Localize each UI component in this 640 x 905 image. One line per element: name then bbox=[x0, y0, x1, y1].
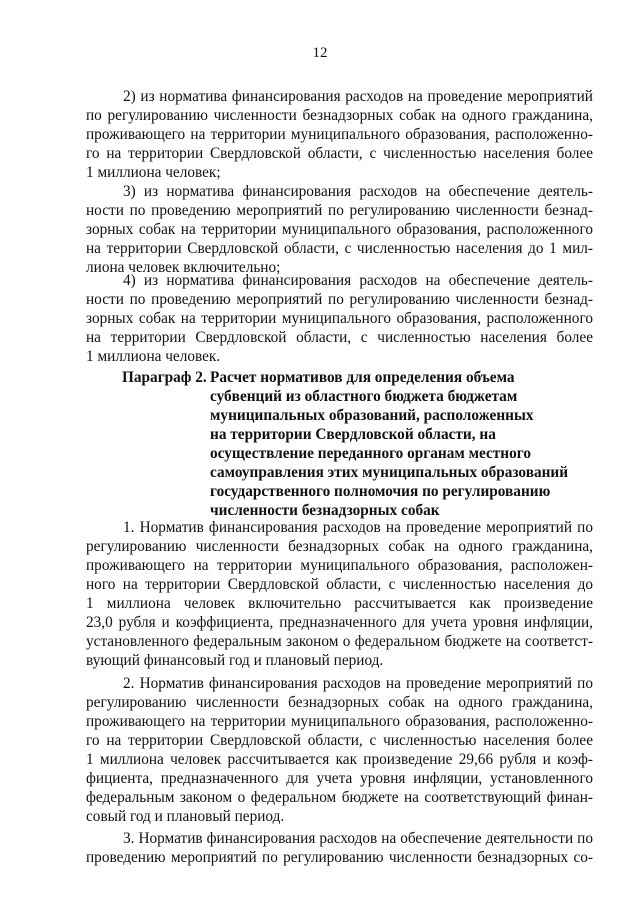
text-line: зорных собак на территории муниципального образования, расположенного bbox=[86, 310, 593, 327]
text-line: 1 миллиона человек; bbox=[86, 164, 221, 181]
text-line: зорных собак на территории муниципального образования, расположенного bbox=[86, 221, 593, 238]
text-line: 2) из норматива финансирования расходов на проведение мероприятий bbox=[123, 88, 593, 105]
text-line: проживающего на территории муниципального образования, расположенно- bbox=[86, 713, 593, 730]
text-line: фициента, предназначенного для учета уровня инфляции, установленного bbox=[86, 770, 593, 787]
text-line: проживающего на территории муниципального образования, расположенно- bbox=[86, 126, 593, 143]
text-line: вующий финансовый год и плановый период. bbox=[86, 652, 384, 669]
section-title-line: на территории Свердловской области, на bbox=[210, 426, 496, 443]
section-title-line: субвенций из областного бюджета бюджетам bbox=[210, 388, 518, 405]
text-line: 23,0 рубля и коэффициента, предназначенного для учета уровня инфляции, bbox=[86, 614, 593, 631]
text-line: 1 миллиона человек. bbox=[86, 348, 221, 365]
text-line: на территории Свердловской области, с численностью населения более bbox=[86, 329, 593, 346]
text-line: 4) из норматива финансирования расходов на обеспечение деятель- bbox=[123, 272, 593, 289]
text-line: 1 миллиона человек включительно рассчитывается как произведение bbox=[86, 595, 593, 612]
text-line: ности по проведению мероприятий по регулированию численности безнад- bbox=[86, 202, 593, 219]
text-line: регулированию численности безнадзорных собак на одного гражданина, bbox=[86, 694, 593, 711]
text-line: федеральным законом о федеральном бюджете на соответствующий финан- bbox=[86, 789, 593, 806]
text-line: 1 миллиона человек рассчитывается как произведение 29,66 рубля и коэф- bbox=[86, 751, 593, 768]
text-line: лиона человек включительно; bbox=[86, 259, 281, 276]
section-title-line: Расчет нормативов для определения объема bbox=[210, 369, 515, 386]
text-line: го на территории Свердловской области, с численностью населения более bbox=[86, 732, 593, 749]
page-number: 12 bbox=[312, 45, 328, 61]
text-line: совый год и плановый период. bbox=[86, 808, 285, 825]
text-line: го на территории Свердловской области, с численностью населения более bbox=[86, 145, 593, 162]
text-line: ного на территории Свердловской области, с численностью населения до bbox=[86, 576, 593, 593]
text-line: установленного федеральным законом о федеральном бюджете на соответст- bbox=[86, 633, 593, 650]
text-line: 2. Норматив финансирования расходов на проведение мероприятий по bbox=[123, 675, 593, 692]
section-title-line: государственного полномочия по регулированию bbox=[210, 483, 551, 500]
section-label: Параграф 2. bbox=[122, 369, 207, 386]
section-title-line: численности безнадзорных собак bbox=[210, 502, 440, 519]
text-line: проживающего на территории муниципального образования, расположен- bbox=[86, 557, 593, 574]
section-title-line: муниципальных образований, расположенных bbox=[210, 407, 534, 424]
section-title-line: осуществление переданного органам местного bbox=[210, 445, 531, 462]
text-line: на территории Свердловской области, с численностью населения до 1 мил- bbox=[86, 240, 593, 257]
text-line: 3) из норматива финансирования расходов на обеспечение деятель- bbox=[123, 183, 593, 200]
text-line: проведению мероприятий по регулированию численности безнадзорных со- bbox=[86, 849, 593, 866]
text-line: по регулированию численности безнадзорных собак на одного гражданина, bbox=[86, 107, 593, 124]
section-title-line: самоуправления этих муниципальных образований bbox=[210, 464, 569, 481]
text-line: 1. Норматив финансирования расходов на проведение мероприятий по bbox=[123, 519, 593, 536]
text-line: регулированию численности безнадзорных собак на одного гражданина, bbox=[86, 538, 593, 555]
text-line: ности по проведению мероприятий по регулированию численности безнад- bbox=[86, 291, 593, 308]
text-line: 3. Норматив финансирования расходов на обеспечение деятельности по bbox=[123, 830, 593, 847]
